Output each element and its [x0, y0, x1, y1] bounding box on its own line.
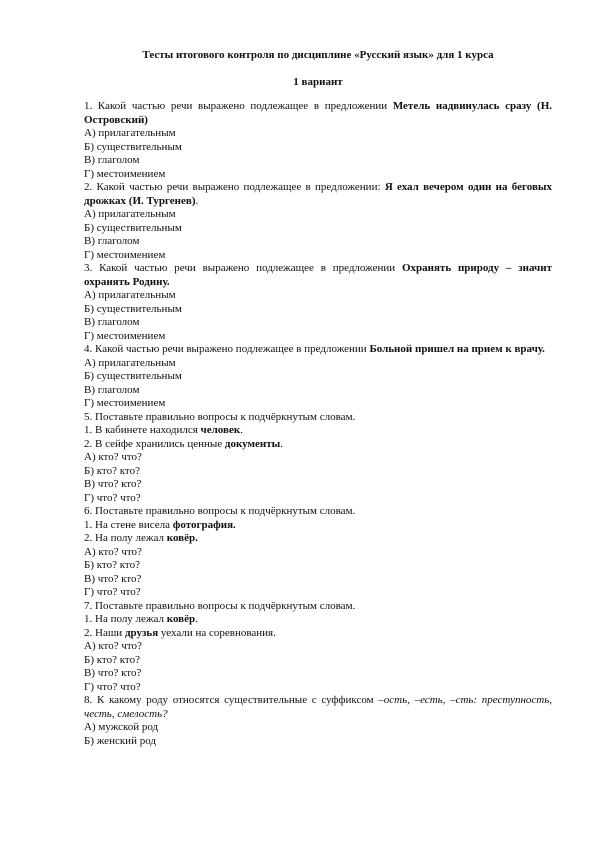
- sentence-text: .: [195, 613, 198, 625]
- option-d: Г) местоимением: [84, 248, 166, 261]
- option-c: В) глаголом: [84, 383, 140, 396]
- option-c: В) глаголом: [84, 154, 140, 166]
- question-6: 6. Поставьте правильно вопросы к подчёркнутым словам.: [84, 505, 356, 517]
- sentence-text: 2. Наши: [84, 626, 125, 639]
- option-a: А) мужской род: [84, 721, 159, 733]
- sentence-text: 2. В сейфе хранились ценные: [84, 437, 225, 450]
- document-page: [84, 48, 552, 748]
- sentence-text: .: [280, 437, 283, 450]
- option-b: Б) существительным: [84, 302, 182, 315]
- question-1-sentence: Метель надвинулась сразу (Н. Островский): [84, 100, 552, 126]
- option-c: В) что? кто?: [84, 478, 142, 490]
- sentence-text: 1. На полу лежал: [84, 613, 167, 625]
- sentence-text: 1. В кабинете находился: [84, 424, 201, 436]
- option-d: Г) что? что?: [84, 680, 141, 693]
- question-3-text: 3. Какой частью речи выражено подлежащее в предложении: [84, 262, 402, 274]
- question-1: [84, 100, 552, 127]
- option-b: Б) кто? кто?: [84, 653, 140, 666]
- target-word: ковёр.: [166, 532, 198, 544]
- target-word: ковёр: [166, 613, 196, 625]
- option-a: А) кто? что?: [84, 451, 142, 463]
- question-8-text: 8. К какому роду относятся существительные с суффиксом: [84, 694, 379, 706]
- question-2-sentence: Я ехал вечером один на беговых дрожках (И. Тургенев): [84, 181, 552, 207]
- option-d: Г) местоимением: [84, 397, 166, 409]
- option-c: В) глаголом: [84, 316, 140, 328]
- question-4-sentence: Больной пришел на прием к врачу.: [369, 343, 545, 355]
- option-b: Б) женский род: [84, 734, 156, 747]
- option-b: Б) существительным: [84, 140, 182, 153]
- option-d: Г) местоимением: [84, 167, 166, 180]
- target-word: документы: [224, 437, 281, 450]
- question-3: [84, 262, 552, 289]
- option-c: В) глаголом: [84, 235, 140, 247]
- option-b: Б) кто? кто?: [84, 559, 140, 571]
- option-c: В) что? кто?: [84, 572, 142, 585]
- question-6-sentence-2: [84, 532, 552, 546]
- question-2: [84, 181, 552, 208]
- option-a: А) прилагательным: [84, 289, 176, 301]
- question-1-text: 1. Какой частью речи выражено подлежащее в предложении: [84, 100, 393, 112]
- option-a: А) прилагательным: [84, 127, 176, 139]
- target-word: друзья: [124, 626, 159, 639]
- question-8: [84, 694, 552, 721]
- question-4: [84, 343, 552, 357]
- question-2-text: 2. Какой частью речи выражено подлежащее в предложении:: [84, 181, 385, 193]
- question-5: 5. Поставьте правильно вопросы к подчёркнутым словам.: [84, 410, 356, 423]
- target-word: фотография.: [172, 518, 236, 531]
- option-c: В) что? кто?: [84, 667, 142, 679]
- option-d: Г) что? что?: [84, 586, 141, 598]
- sentence-text: 1. На стене висела: [84, 518, 173, 531]
- question-7-sentence-2: [84, 627, 552, 641]
- option-d: Г) местоимением: [84, 329, 166, 342]
- sentence-text: уехали на соревнования.: [158, 626, 276, 639]
- question-7: 7. Поставьте правильно вопросы к подчёркнутым словам.: [84, 599, 356, 612]
- question-8-examples: –ость, –есть, –сть: преступность, честь, смелость?: [84, 694, 552, 720]
- question-7-sentence-1: [84, 613, 552, 627]
- target-word: человек: [200, 424, 241, 436]
- question-5-sentence-2: [84, 438, 552, 452]
- option-a: А) прилагательным: [84, 208, 176, 220]
- question-6-sentence-1: [84, 519, 552, 533]
- option-a: А) прилагательным: [84, 356, 176, 369]
- option-a: А) кто? что?: [84, 640, 142, 652]
- variant-heading: 1 вариант: [293, 76, 343, 88]
- question-2-suffix: .: [195, 194, 199, 207]
- sentence-text: 2. На полу лежал: [84, 532, 167, 544]
- option-a: А) кто? что?: [84, 545, 142, 558]
- option-b: Б) существительным: [84, 221, 182, 234]
- option-b: Б) существительным: [84, 370, 182, 382]
- sentence-text: .: [240, 424, 243, 436]
- option-d: Г) что? что?: [84, 491, 141, 504]
- question-5-sentence-1: [84, 424, 552, 438]
- question-4-text: 4. Какой частью речи выражено подлежащее в предложении: [84, 343, 370, 355]
- document-title: Тесты итогового контроля по дисциплине «Русский язык» для 1 курса: [142, 49, 494, 61]
- option-b: Б) кто? кто?: [84, 464, 140, 477]
- question-3-sentence: Охранять природу – значит охранять Родину.: [84, 262, 552, 288]
